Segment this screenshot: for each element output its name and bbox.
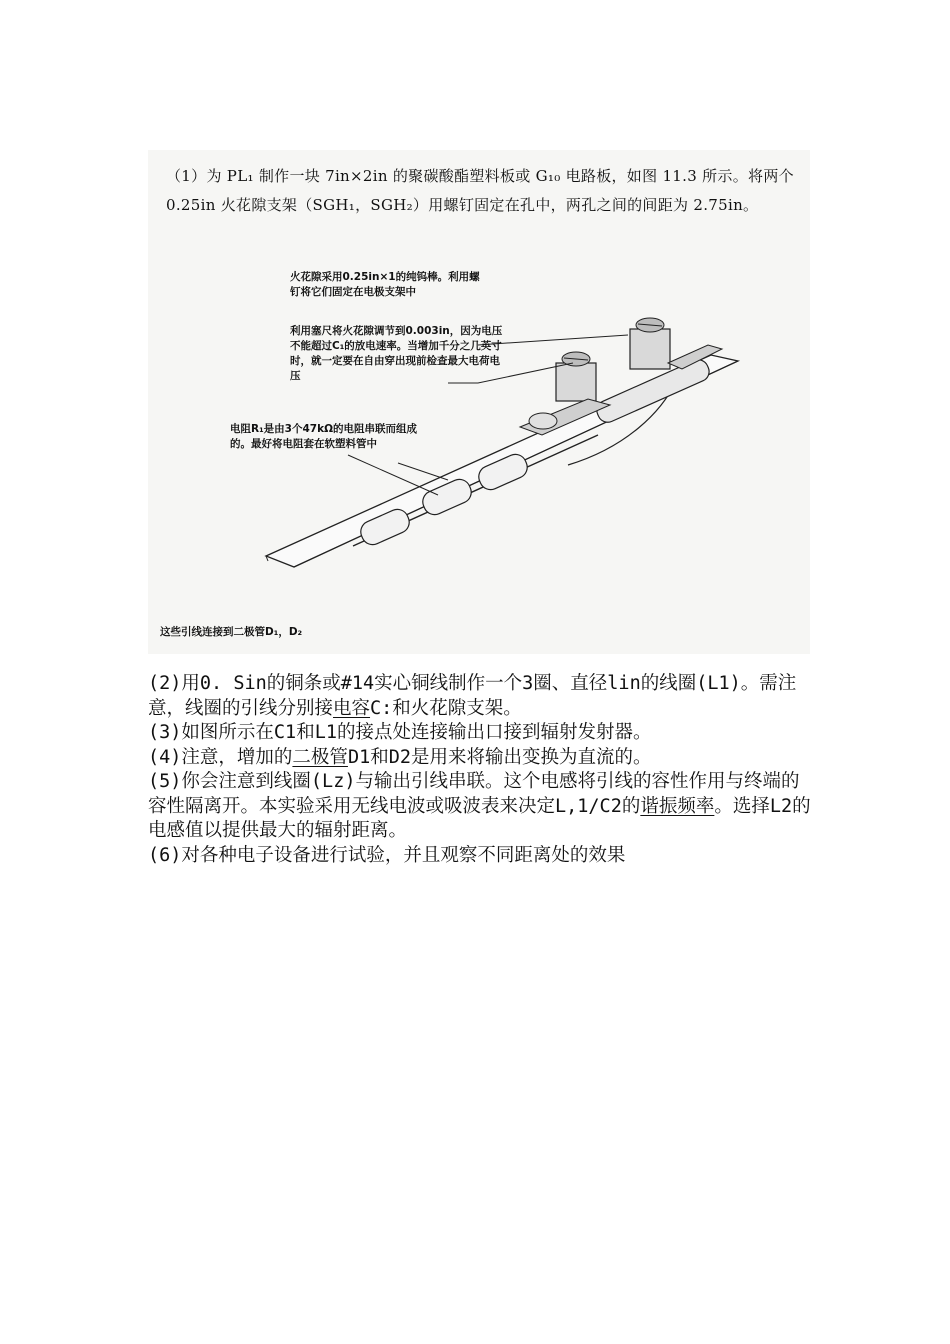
scanned-figure-block (148, 150, 810, 654)
intro-paragraph (166, 162, 798, 220)
step-2: (2)用0. Sin的铜条或#14实心铜线制作一个3圈、直径lin的线圈(L1)。需注意，线圈的引线分别接电容C:和火花隙支架。 (148, 673, 797, 719)
callout-tungsten-rod: 火花隙采用0.25in×1的纯钨棒。利用螺钉将它们固定在电极支架中 (290, 271, 480, 298)
electrode-clamp-1 (556, 352, 596, 401)
callout-feeler-gauge: 利用塞尺将火花隙调节到0.003in，因为电压不能超过C₁的放电速率。当增加千分之几英寸时，就一定要在自由穿出现前检查最大电荷电压 (290, 325, 503, 382)
intro-text: （1）为 PL₁ 制作一块 7in×2in 的聚碳酸酯塑料板或 G₁₀ 电路板，如图 11.3 所示。将两个 0.25in 火花隙支架（SGH₁，SGH₂）用螺钉固定在孔中，两孔之间的间距为 2.75in。 (166, 167, 794, 214)
instruction-steps (148, 672, 812, 868)
step-4: (4)注意，增加的二极管D1和D2是用来将输出变换为直流的。 (148, 746, 652, 768)
step-5: (5)你会注意到线圈(Lz)与输出引线串联。这个电感将引线的容性作用与终端的容性隔离开。本实验采用无线电波或吸波表来决定L,1/C2的谐振频率。选择L2的电感值以提供最大的辐射距离。 (148, 771, 811, 841)
callout-diode-leads: 这些引线连接到二极管D₁，D₂ (160, 626, 303, 638)
step-6: (6)对各种电子设备进行试验，并且观察不同距离处的效果 (148, 844, 626, 866)
callout-resistor: 电阻R₁是由3个47kΩ的电阻串联而组成的。最好将电阻套在软塑料管中 (230, 423, 418, 450)
step-3: (3)如图所示在C1和L1的接点处连接输出口接到辐射发射器。 (148, 722, 652, 743)
electrode-clamp-2 (630, 318, 670, 369)
